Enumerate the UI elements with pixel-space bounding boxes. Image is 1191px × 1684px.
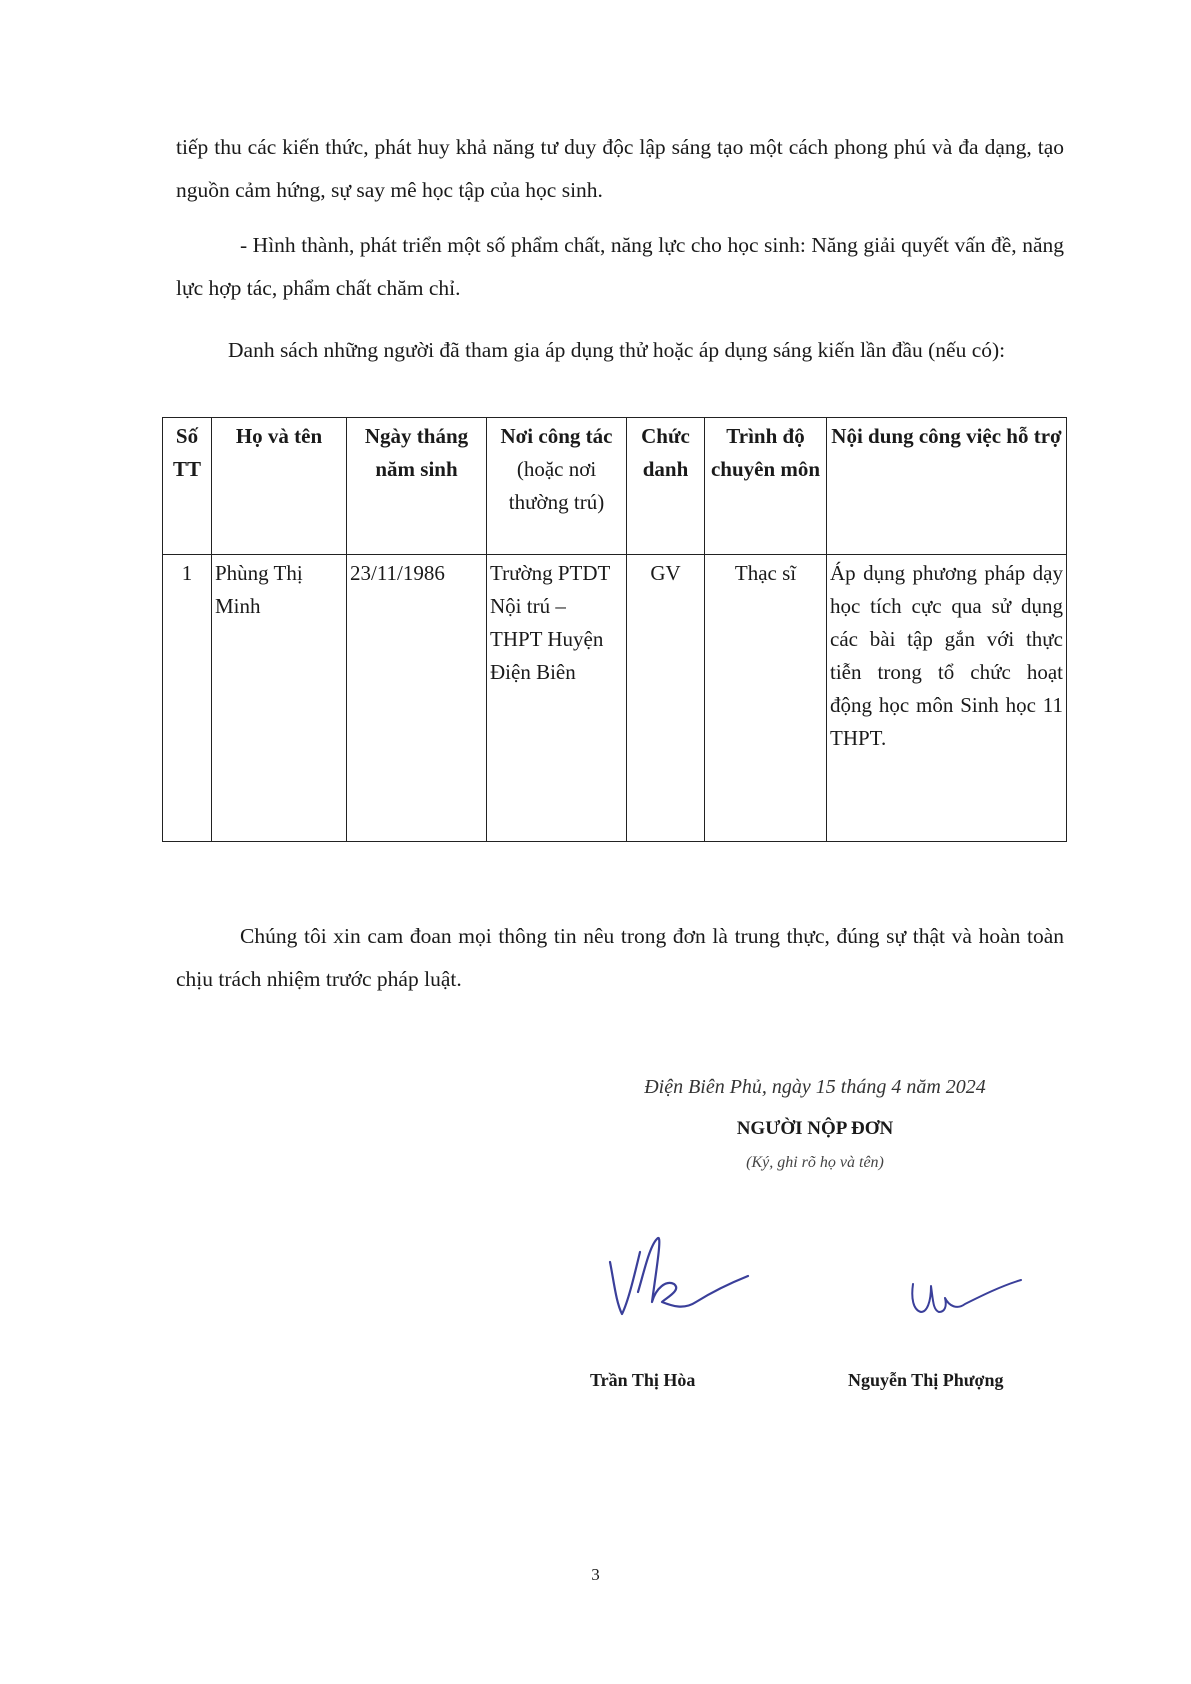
table-row — [163, 555, 1067, 842]
cell-title: GV — [627, 555, 705, 842]
cell-support: Áp dụng phương pháp dạy học tích cực qua sử dụng các bài tập gắn với thực tiễn trong tổ chức hoạt động học môn Sinh học 11 THPT. — [827, 555, 1067, 842]
table-header-row — [163, 418, 1067, 555]
header-workplace-note: (hoặc nơi thường trú) — [508, 457, 605, 514]
signer-name-1: Trần Thị Hòa — [590, 1370, 696, 1390]
header-workplace-main: Nơi công tác — [500, 424, 613, 448]
header-stt: Số TT — [163, 418, 212, 555]
signature-2 — [905, 1262, 1025, 1322]
cell-stt: 1 — [163, 555, 212, 842]
sign-note: (Ký, ghi rõ họ và tên) — [746, 1154, 884, 1171]
participants-table — [162, 417, 1067, 842]
paragraph-participants-intro: Danh sách những người đã tham gia áp dụng thử hoặc áp dụng sáng kiến lần đầu (nếu có): — [228, 338, 1006, 362]
paragraph-declaration: Chúng tôi xin cam đoan mọi thông tin nêu trong đơn là trung thực, đúng sự thật và hoàn toàn chịu trách nhiệm trước pháp luật. — [176, 924, 1064, 991]
header-title: Chức danh — [627, 418, 705, 555]
cell-dob: 23/11/1986 — [347, 555, 487, 842]
header-support: Nội dung công việc hỗ trợ — [827, 418, 1067, 555]
paragraph-continuation: tiếp thu các kiến thức, phát huy khả năng tư duy độc lập sáng tạo một cách phong phú và đa dạng, tạo nguồn cảm hứng, sự say mê học tập của học sinh. — [176, 135, 1064, 202]
header-qualification: Trình độ chuyên môn — [705, 418, 827, 555]
paragraph-competencies: - Hình thành, phát triển một số phẩm chất, năng lực cho học sinh: Năng giải quyết vấn đề, năng lực hợp tác, phẩm chất chăm chỉ. — [176, 233, 1064, 300]
signature-1 — [600, 1232, 760, 1332]
header-name: Họ và tên — [212, 418, 347, 555]
cell-workplace: Trường PTDT Nội trú – THPT Huyện Điện Biên — [487, 555, 627, 842]
page-number: 3 — [591, 1565, 600, 1584]
cell-name: Phùng Thị Minh — [212, 555, 347, 842]
place-date: Điện Biên Phủ, ngày 15 tháng 4 năm 2024 — [644, 1076, 986, 1098]
header-workplace — [487, 418, 627, 555]
header-dob: Ngày tháng năm sinh — [347, 418, 487, 555]
applicant-label: NGƯỜI NỘP ĐƠN — [736, 1118, 894, 1139]
signer-name-2: Nguyễn Thị Phượng — [848, 1370, 1004, 1390]
cell-qualification: Thạc sĩ — [705, 555, 827, 842]
